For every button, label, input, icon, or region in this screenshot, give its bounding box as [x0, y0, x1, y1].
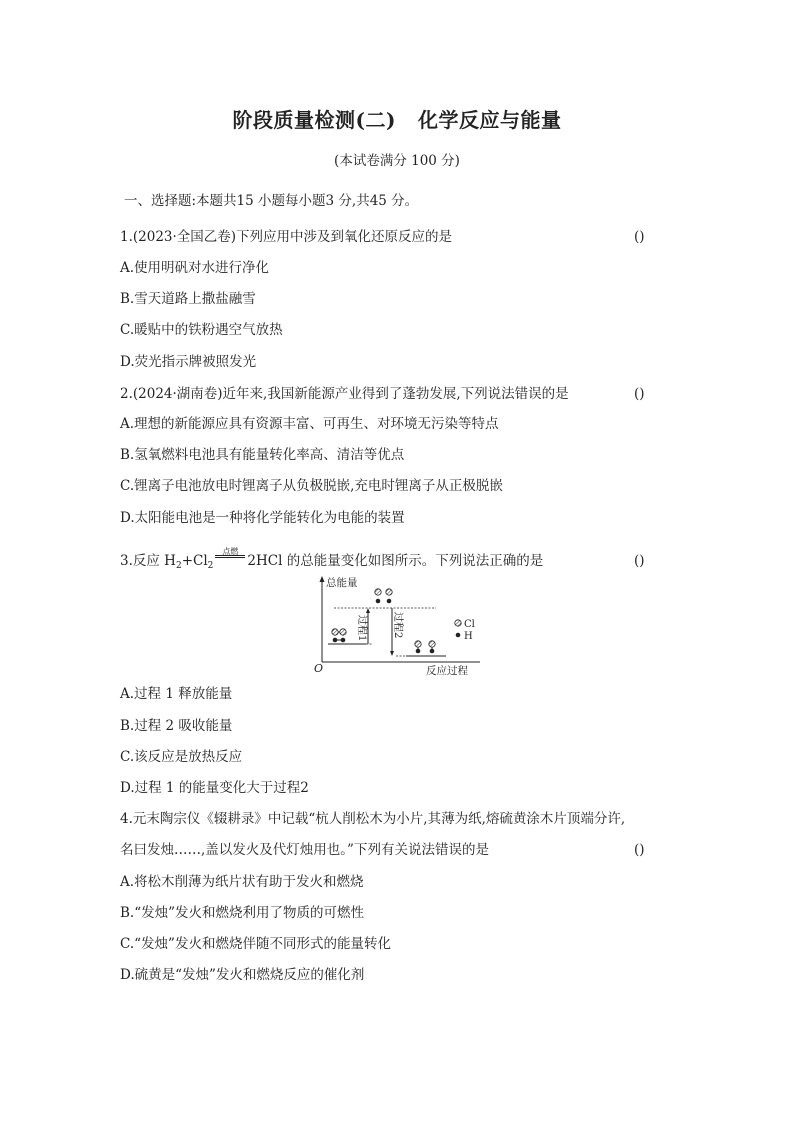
y-axis-label: 总能量: [326, 577, 358, 589]
page-subtitle: (本试卷满分 100 分): [334, 153, 460, 169]
y-axis-arrow-icon: [320, 576, 325, 582]
process2-arrow-head-icon: [390, 651, 394, 656]
question-1-option-b: B.雪天道路上撒盐融雪: [120, 291, 256, 307]
reaction-condition-label: 点燃: [222, 547, 239, 556]
question-1-stem: 1.(2023·全国乙卷)下列应用中涉及到氧化还原反应的是: [120, 229, 453, 245]
title-part2: 化学反应与能量: [417, 108, 562, 132]
question-1-option-a: A.使用明矾对水进行净化: [120, 260, 270, 276]
question-3-option-c: C.该反应是放热反应: [120, 749, 243, 765]
page-title: [0, 104, 794, 133]
cl2-molecule: [332, 629, 346, 635]
legend-h-label: H: [464, 631, 473, 642]
question-3-option-a: A.过程 1 释放能量: [120, 686, 233, 702]
question-2-answer-blank[interactable]: (): [634, 386, 645, 402]
energy-diagram: [310, 572, 500, 680]
hcl-molecules: [415, 641, 435, 654]
question-2-option-c: C.锂离子电池放电时锂离子从负极脱嵌,充电时锂离子从正极脱嵌: [120, 478, 503, 494]
question-1-answer-blank[interactable]: (): [634, 229, 645, 245]
question-3-option-b: B.过程 2 吸收能量: [120, 718, 233, 734]
question-3-option-d: D.过程 1 的能量变化大于过程2: [120, 780, 309, 796]
reaction-condition-arrow: [215, 547, 245, 571]
section-heading: 一、选择题:本题共15 小题每小题3 分,共45 分。: [124, 193, 419, 209]
question-1-option-c: C.暖贴中的铁粉遇空气放热: [120, 322, 283, 338]
process1-label: 过程1: [356, 615, 367, 642]
legend-cl-symbol: [455, 620, 461, 626]
process2-label: 过程2: [392, 612, 403, 639]
title-part1: 阶段质量检测(二): [232, 108, 396, 132]
question-4-option-d: D.硫黄是“发烛”发火和燃烧反应的催化剂: [120, 967, 365, 983]
process1-arrow-head-icon: [366, 608, 370, 613]
question-2-option-b: B.氢氧燃料电池具有能量转化率高、清洁等优点: [120, 447, 405, 463]
question-4-option-c: C.“发烛”发火和燃烧伴随不同形式的能量转化: [120, 936, 391, 952]
question-3-stem: 3.反应 $H_2+Cl_2$ 点燃 2HCl 的总能量变化如图所示。下列说法正确的是: [120, 551, 543, 576]
h2-molecule: [333, 638, 346, 643]
question-4-answer-blank[interactable]: (): [634, 842, 645, 858]
question-4-option-b: B.“发烛”发火和燃烧利用了物质的可燃性: [120, 905, 365, 921]
legend-cl-label: Cl: [464, 619, 475, 630]
question-2-option-a: A.理想的新能源应具有资源丰富、可再生、对环境无污染等特点: [120, 416, 499, 432]
question-4-option-a: A.将松木削薄为纸片状有助于发火和燃烧: [120, 874, 364, 890]
question-2-option-d: D.太阳能电池是一种将化学能转化为电能的装置: [120, 510, 405, 526]
question-4-stem-line1: 4.元末陶宗仪《辍耕录》中记载“杭人削松木为小片,其薄为纸,熔硫黄涂木片顶端分许,: [120, 811, 626, 827]
legend: [455, 619, 475, 642]
origin-label: O: [314, 662, 324, 675]
separate-atoms: [375, 589, 392, 604]
question-1-option-d: D.荧光指示牌被照发光: [120, 354, 257, 370]
legend-h-symbol: [456, 633, 461, 638]
question-4-stem-line2: 名曰发烛……,盖以发火及代灯烛用也。”下列有关说法错误的是: [120, 842, 489, 858]
question-3-answer-blank[interactable]: (): [634, 553, 645, 569]
x-axis-label: 反应过程: [426, 665, 468, 677]
question-2-stem: 2.(2024·湖南卷)近年来,我国新能源产业得到了蓬勃发展,下列说法错误的是: [120, 386, 569, 402]
